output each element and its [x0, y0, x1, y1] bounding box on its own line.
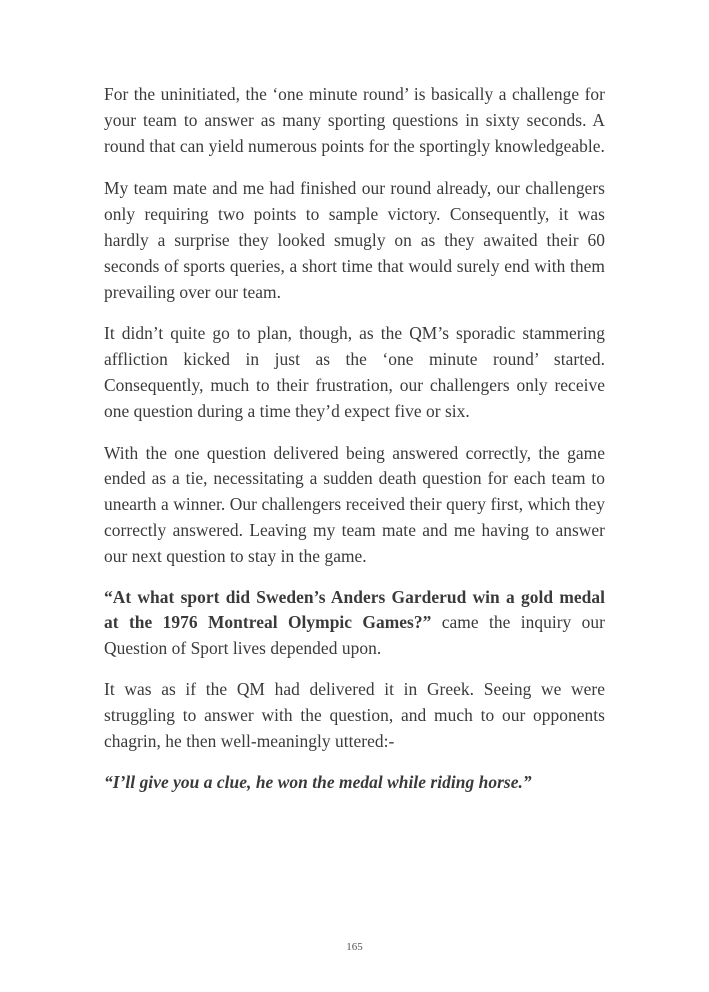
paragraph-clue-quote: “I’ll give you a clue, he won the medal while riding horse.” — [104, 772, 532, 793]
paragraph-team-finished-round: My team mate and me had finished our round already, our challengers only requiring two points to sample victory. Consequently, it was hardly a surprise they looked smugly on as they awaited their 60 seconds of sports queries, a short time that would surely end with them prevailing over our team. — [104, 178, 605, 302]
paragraph-sudden-death: With the one question delivered being answered correctly, the game ended as a tie, necessitating a sudden death question for each team to unearth a winner. Our challengers received their query first, which they correctly answered. Leaving my team mate and me having to answer our next question to stay in the game. — [104, 442, 605, 566]
paragraph-greek: It was as if the QM had delivered it in Greek. Seeing we were struggling to answer with the question, and much to our opponents chagrin, he then well-meaningly uttered:- — [104, 678, 605, 751]
paragraph-question — [104, 585, 605, 662]
question-text: “At what sport did Sweden’s Anders Garderud win a gold medal at the 1976 Montreal Olympic Games?” — [104, 586, 605, 633]
paragraph-one-minute-round: For the uninitiated, the ‘one minute round’ is basically a challenge for your team to answer as many sporting questions in sixty seconds. A round that can yield numerous points for the sportingly knowledgeable. — [104, 84, 605, 156]
question-followup-text: came the inquiry our Question of Sport lives depended upon. — [104, 612, 605, 659]
page-number: 165 — [346, 941, 363, 953]
page-body — [104, 82, 605, 812]
paragraph-stammering: It didn’t quite go to plan, though, as the QM’s sporadic stammering affliction kicked in just as the ‘one minute round’ started. Consequently, much to their frustration, our challengers only receive one question during a time they’d expect five or six. — [104, 323, 605, 421]
